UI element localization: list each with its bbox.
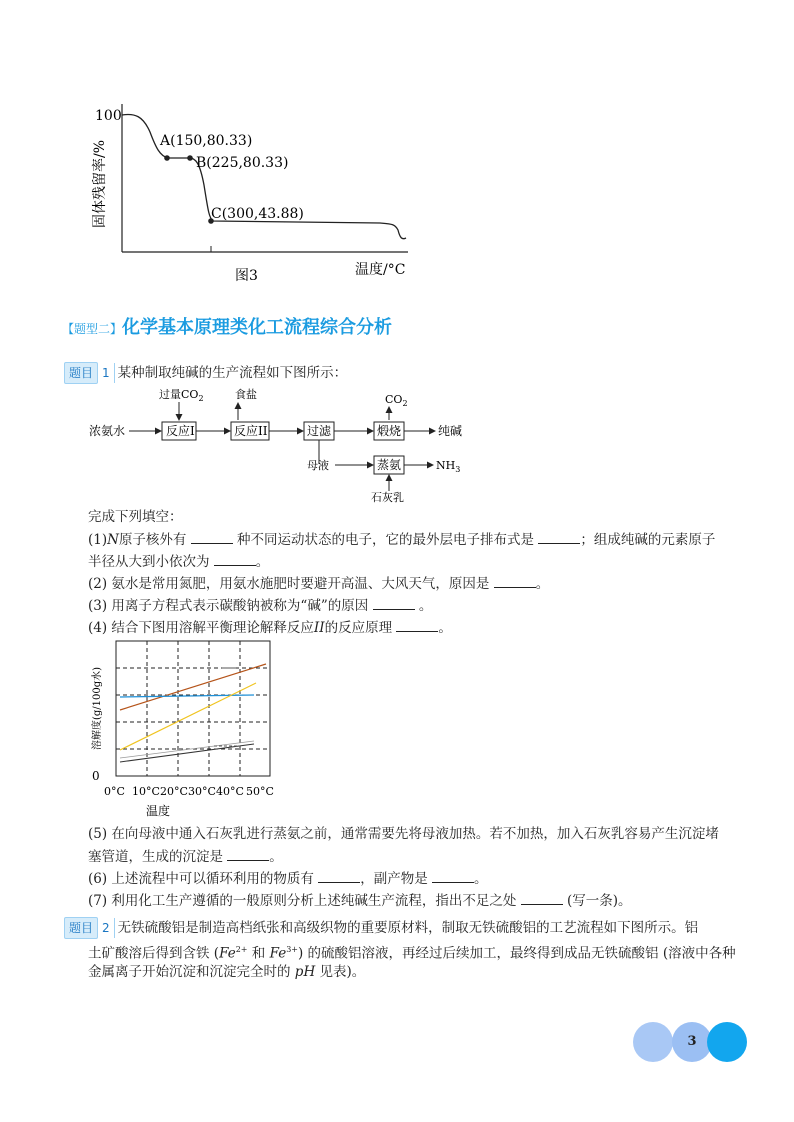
flow-co2-in: 过量$CO_2$: [159, 388, 204, 403]
q2-line-3: [88, 962, 365, 982]
flow-box-2-label: 反应II: [234, 424, 268, 438]
flow-box-4-label: 煅烧: [377, 424, 402, 438]
s6-text-a: (6) 上述流程中可以循环利用的物质有: [88, 871, 314, 887]
fig3-point-a: [164, 155, 170, 161]
flow-lime: 石灰乳: [371, 491, 404, 504]
s7-text: (7) 利用化工生产遵循的一般原则分析上述纯碱生产流程，指出不足之处: [88, 893, 517, 909]
flow-co2-out: $CO_2$: [385, 393, 408, 408]
page-number: 3: [687, 1034, 697, 1049]
page-circle-right: [707, 1022, 747, 1062]
section-heading: [62, 313, 392, 339]
sol-x-tick: 20°C: [160, 785, 188, 798]
q1-sub-6: [88, 868, 488, 889]
s2-end: 。: [535, 576, 550, 592]
sol-x-label: 温度: [146, 804, 171, 818]
blank-3[interactable]: [214, 551, 256, 566]
q2-text-3b: 见表)。: [315, 964, 366, 980]
sol-zero: 0: [92, 769, 100, 783]
flow-nh3: $NH_3$: [436, 459, 461, 474]
blank-6[interactable]: [396, 617, 438, 632]
blank-10[interactable]: [521, 890, 563, 905]
solubility-chart: [84, 638, 284, 818]
s6-end: 。: [474, 871, 488, 887]
q1-sub-7: [88, 890, 632, 911]
q2-fe3-charge: 3+: [286, 945, 298, 954]
page-circle-middle: [672, 1022, 712, 1062]
s5-end: 。: [269, 849, 283, 865]
flow-mother: 母液: [307, 459, 329, 472]
flow-box-1-label: 反应I: [166, 424, 195, 438]
q1-tag: 题目: [64, 362, 98, 384]
q1-flow-diagram: [85, 385, 505, 505]
section-title: 化学基本原理类化工流程综合分析: [122, 317, 393, 338]
s1-text-d: 半径从大到小依次为: [88, 554, 210, 570]
q2-fe2-charge: 2+: [235, 945, 248, 954]
sol-curve-brown: [120, 664, 266, 710]
q2-and: 和: [247, 945, 270, 962]
page-circle-left: [633, 1022, 673, 1062]
blank-5[interactable]: [373, 595, 415, 610]
q2-line-2: [88, 940, 736, 964]
q2-tag: 题目: [64, 917, 98, 939]
q2-text-3a: 金属离子开始沉淀和沉淀完全时的: [88, 964, 295, 980]
s4-text-b: 的反应原理: [324, 620, 393, 636]
q1-sub-5-cont: [88, 846, 283, 867]
fig3-label-a: A(150,80.33): [160, 133, 253, 149]
s5-text: 塞管道，生成的沉淀是: [88, 849, 223, 865]
q1-sub-1: [88, 529, 715, 550]
figure-3: [80, 100, 420, 285]
q1-sub-1-cont: [88, 551, 269, 572]
s7-end: (写一条)。: [567, 893, 632, 909]
s1-text-a: 原子核外有: [118, 532, 187, 548]
s1-element: N: [107, 532, 119, 548]
q2-ph: pH: [294, 964, 316, 980]
blank-8[interactable]: [318, 868, 360, 883]
blank-9[interactable]: [432, 868, 474, 883]
flow-box-3-label: 过滤: [307, 424, 332, 438]
q2-fe3: Fe: [269, 945, 287, 962]
sol-y-label: 溶解度(g/100g水): [92, 666, 103, 750]
s6-text-b: ，副产物是: [360, 871, 428, 887]
fig3-y-tick: 100: [95, 108, 122, 124]
fig3-caption: 图3: [235, 268, 258, 284]
sol-x-tick: 30°C: [188, 785, 216, 798]
s3-end: 。: [418, 598, 433, 614]
s4-roman: II: [313, 620, 325, 636]
sol-x-tick: 40°C: [216, 785, 244, 798]
flow-product: 纯碱: [438, 424, 463, 438]
q2-num: 2: [98, 918, 115, 938]
fig3-point-b: [187, 155, 193, 161]
sol-curve-black: [120, 744, 254, 762]
q1-stem: 某种制取纯碱的生产流程如下图所示：: [117, 365, 348, 381]
s2-text: (2) 氨水是常用氮肥，用氨水施肥时要避开高温、大风天气，原因是: [88, 576, 490, 592]
fig3-label-c: C(300,43.88): [211, 206, 304, 222]
fig3-label-b: B(225,80.33): [196, 155, 289, 171]
q2-line-1: [64, 917, 698, 939]
q1-sub-2: [88, 573, 549, 594]
s1-num: (1): [88, 532, 108, 548]
q1-sub-3: [88, 595, 432, 616]
fig3-y-label: 固体残留率/%: [92, 139, 108, 228]
section-tag: 【题型二】: [62, 322, 123, 336]
q2-text-1: 无铁硫酸铝是制造高档纸张和高级织物的重要原材料，制取无铁硫酸铝的工艺流程如下图所示。铝: [117, 920, 699, 936]
q1-sub-5: (5) 在向母液中通入石灰乳进行蒸氨之前，通常需要先将母液加热。若不加热，加入石灰乳容易产生沉淀堵: [88, 826, 719, 842]
s1-text-b: 种不同运动状态的电子，它的最外层电子排布式是: [237, 532, 535, 548]
q1-num: 1: [98, 363, 115, 383]
sol-x-tick: 0°C: [104, 785, 125, 798]
q2-text-2b: ) 的硫酸铝溶液，再经过后续加工，最终得到成品无铁硫酸铝 (溶液中各种: [298, 945, 736, 962]
flow-salt: 食盐: [235, 388, 257, 401]
flow-box-5-label: 蒸氨: [377, 458, 402, 472]
s1-text-c: ；组成纯碱的元素原子: [580, 532, 716, 548]
blank-7[interactable]: [227, 846, 269, 861]
blank-1[interactable]: [191, 529, 233, 544]
sol-x-tick: 50°C: [246, 785, 274, 798]
fig3-x-label: 温度/°C: [355, 262, 406, 278]
q1-sub-4: [88, 617, 452, 638]
sol-curve-yellow: [120, 683, 256, 750]
s1-end: 。: [255, 554, 270, 570]
q1-stem-line: [64, 362, 347, 384]
s3-text: (3) 用离子方程式表示碳酸钠被称为“碱”的原因: [88, 598, 369, 614]
sol-x-tick: 10°C: [132, 785, 160, 798]
q2-fe2: Fe: [219, 945, 236, 962]
s4-end: 。: [438, 620, 452, 636]
blank-2[interactable]: [538, 529, 580, 544]
blank-4[interactable]: [494, 573, 536, 588]
s4-text-a: (4) 结合下图用溶解平衡理论解释反应: [88, 620, 314, 636]
q1-intro: 完成下列填空：: [88, 509, 183, 525]
flow-input: 浓氨水: [89, 424, 126, 438]
q2-text-2a: 土矿酸溶后得到含铁 (: [88, 945, 220, 962]
